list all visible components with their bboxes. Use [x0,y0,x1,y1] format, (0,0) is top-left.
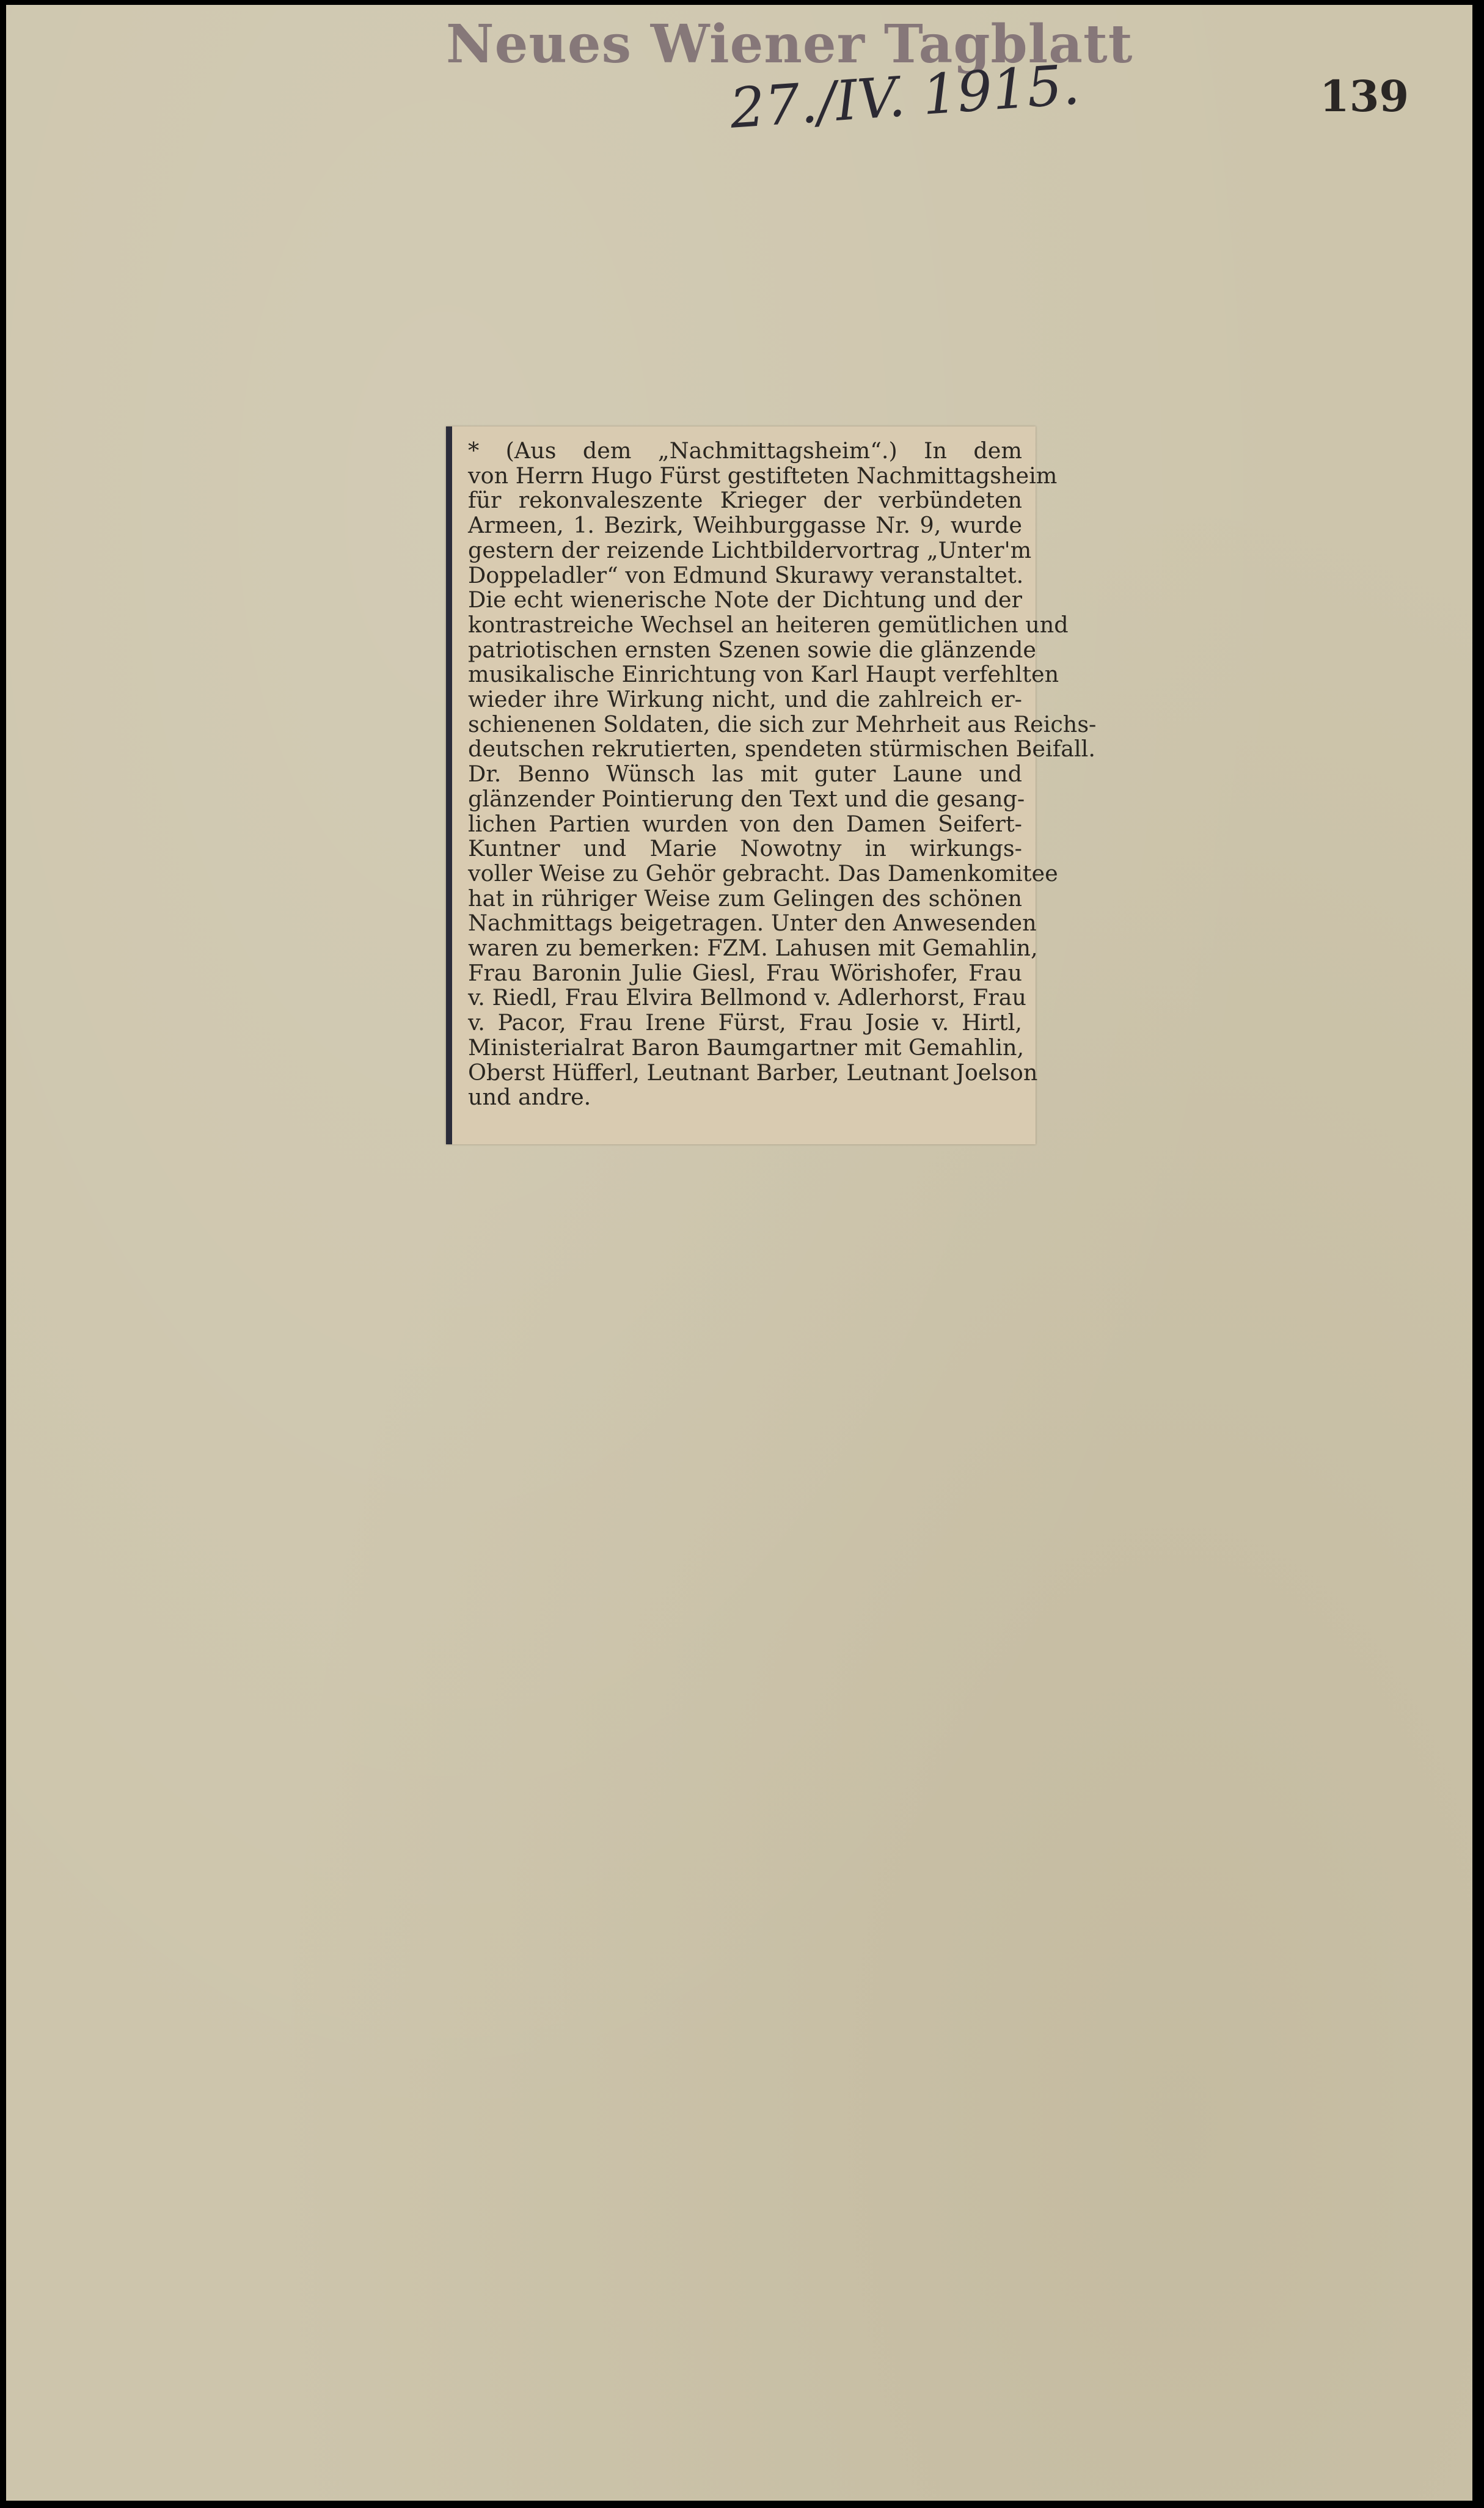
newspaper-clipping [446,426,1097,1144]
article-line: von Herrn Hugo Fürst gestifteten Nachmittagsheim [468,462,1058,489]
article-line: v. Riedl, Frau Elvira Bellmond v. Adlerhorst, Frau [468,984,1026,1011]
article-line: für rekonvaleszente Krieger der verbündeten [468,487,1022,514]
article-line: Nachmittags beigetragen. Unter den Anwesenden [468,910,1037,937]
article-line: schienenen Soldaten, die sich zur Mehrheit aus Reichs- [468,711,1097,737]
article-line: * (Aus dem „Nachmittagsheim“.) In dem [468,437,1022,464]
article-line: Ministerialrat Baron Baumgartner mit Gemahlin, [468,1034,1025,1061]
article-line: Doppeladler“ von Edmund Skurawy veranstaltet. [468,561,1024,588]
article-line: Dr. Benno Wünsch las mit guter Laune und [468,761,1022,788]
page-number: 139 [1320,71,1409,122]
archive-sheet [6,5,1472,2501]
handwritten-date: 27./IV. 1915. [728,53,1082,141]
article-line: kontrastreiche Wechsel an heiteren gemütlichen und [468,611,1069,638]
article-line: Frau Baronin Julie Giesl, Frau Wörishofer, Frau [468,959,1022,986]
article-line: Armeen, 1. Bezirk, Weihburggasse Nr. 9, wurde [468,512,1022,539]
article-line: Kuntner und Marie Nowotny in wirkungs- [468,835,1022,862]
article-line: lichen Partien wurden von den Damen Seifert- [468,810,1022,837]
article-line: Die echt wienerische Note der Dichtung und der [468,587,1022,613]
article-line: gestern der reizende Lichtbildervortrag „Unter'm [468,536,1032,563]
article-line: Oberst Hüfferl, Leutnant Barber, Leutnant Joelson [468,1059,1038,1086]
newspaper-name-stamp: Neues Wiener Tagblatt [446,13,1133,75]
article-line: und andre. [468,1084,591,1111]
article-line: hat in rühriger Weise zum Gelingen des schönen [468,885,1022,912]
article-line: musikalische Einrichtung von Karl Haupt verfehlten [468,661,1059,688]
article-line: v. Pacor, Frau Irene Fürst, Frau Josie v. Hirtl, [468,1009,1022,1036]
article-line: wieder ihre Wirkung nicht, und die zahlreich er- [468,686,1022,713]
article-line: glänzender Pointierung den Text und die gesang- [468,785,1025,812]
article-line: patriotischen ernsten Szenen sowie die glänzende [468,636,1037,663]
article-line: voller Weise zu Gehör gebracht. Das Damenkomitee [468,860,1058,887]
article-line: waren zu bemerken: FZM. Lahusen mit Gemahlin, [468,935,1038,962]
article-line: deutschen rekrutierten, spendeten stürmischen Beifall. [468,736,1095,762]
